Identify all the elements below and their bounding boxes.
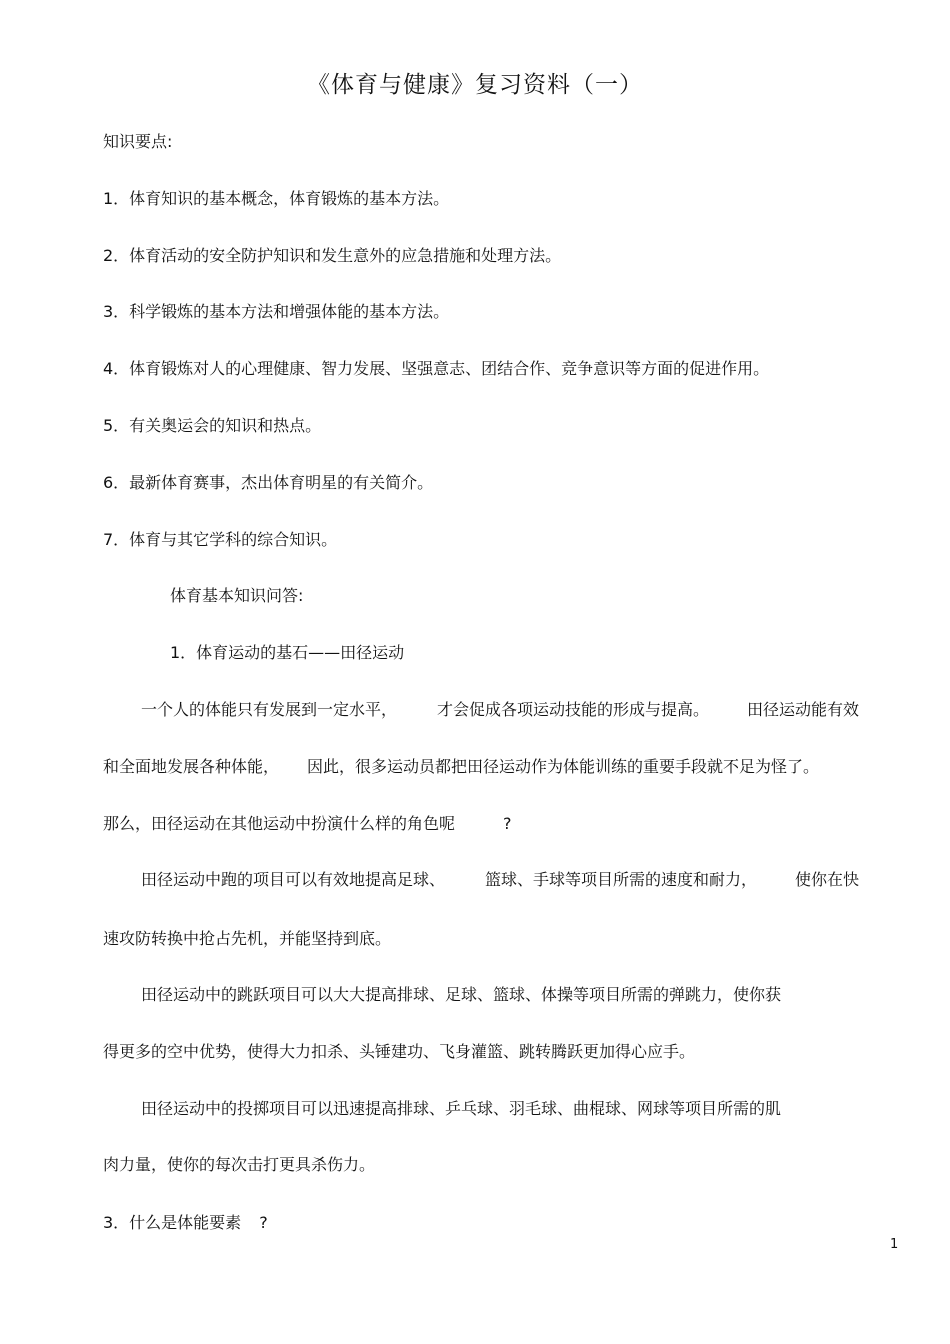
qa-heading: 体育基本知识问答: [170,586,304,605]
paragraph-text: 一个人的体能只有发展到一定水平， [141,700,398,719]
paragraph-text: ? [503,814,512,833]
section-heading: 知识要点: [103,132,173,151]
key-point-4: 4．体育锻炼对人的心理健康、智力发展、坚强意志、团结合作、竞争意识等方面的促进作用。 [103,359,770,378]
paragraph-3-line-2: 得更多的空中优势，使得大力扣杀、头锤建功、飞身灌篮、跳转腾跃更加得心应手。 [103,1042,696,1061]
key-point-3: 3．科学锻炼的基本方法和增强体能的基本方法。 [103,302,450,321]
paragraph-text: 田径运动中跑的项目可以有效地提高足球、 [141,870,446,889]
paragraph-text: 篮球、手球等项目所需的速度和耐力， [485,870,758,889]
paragraph-text: 使你在快 [795,870,860,889]
question-text: 3．什么是体能要素 [103,1213,242,1232]
paragraph-1-line-1 [141,699,859,721]
paragraph-2-line-2: 速攻防转换中抢占先机，并能坚持到底。 [103,929,392,948]
paragraph-text: 因此，很多运动员都把田径运动作为体能训练的重要手段就不足为怪了。 [307,757,820,776]
paragraph-text: 才会促成各项运动技能的形成与提高。 [437,700,710,719]
question-1-heading: 1．体育运动的基石——田径运动 [170,643,405,662]
question-mark: ? [259,1213,268,1232]
key-point-2: 2．体育活动的安全防护知识和发生意外的应急措施和处理方法。 [103,246,562,265]
question-3-heading [103,1212,268,1234]
paragraph-4-line-2: 肉力量，使你的每次击打更具杀伤力。 [103,1155,376,1174]
paragraph-text: 和全面地发展各种体能， [103,757,280,776]
paragraph-3-line-1: 田径运动中的跳跃项目可以大大提高排球、足球、篮球、体操等项目所需的弹跳力，使你获 [141,985,782,1004]
document-title: 《体育与健康》复习资料（一） [307,72,643,98]
key-point-1: 1．体育知识的基本概念，体育锻炼的基本方法。 [103,189,450,208]
paragraph-text: 田径运动能有效 [747,700,860,719]
page-number: 1 [890,1237,899,1252]
paragraph-1-line-3 [103,813,512,835]
paragraph-4-line-1: 田径运动中的投掷项目可以迅速提高排球、乒乓球、羽毛球、曲棍球、网球等项目所需的肌 [141,1099,782,1118]
key-point-6: 6．最新体育赛事，杰出体育明星的有关简介。 [103,473,434,492]
paragraph-text: 那么，田径运动在其他运动中扮演什么样的角色呢 [103,814,456,833]
key-point-5: 5．有关奥运会的知识和热点。 [103,416,322,435]
paragraph-2-line-1 [141,869,859,891]
key-point-7: 7．体育与其它学科的综合知识。 [103,530,338,549]
paragraph-1-line-2 [103,756,819,778]
